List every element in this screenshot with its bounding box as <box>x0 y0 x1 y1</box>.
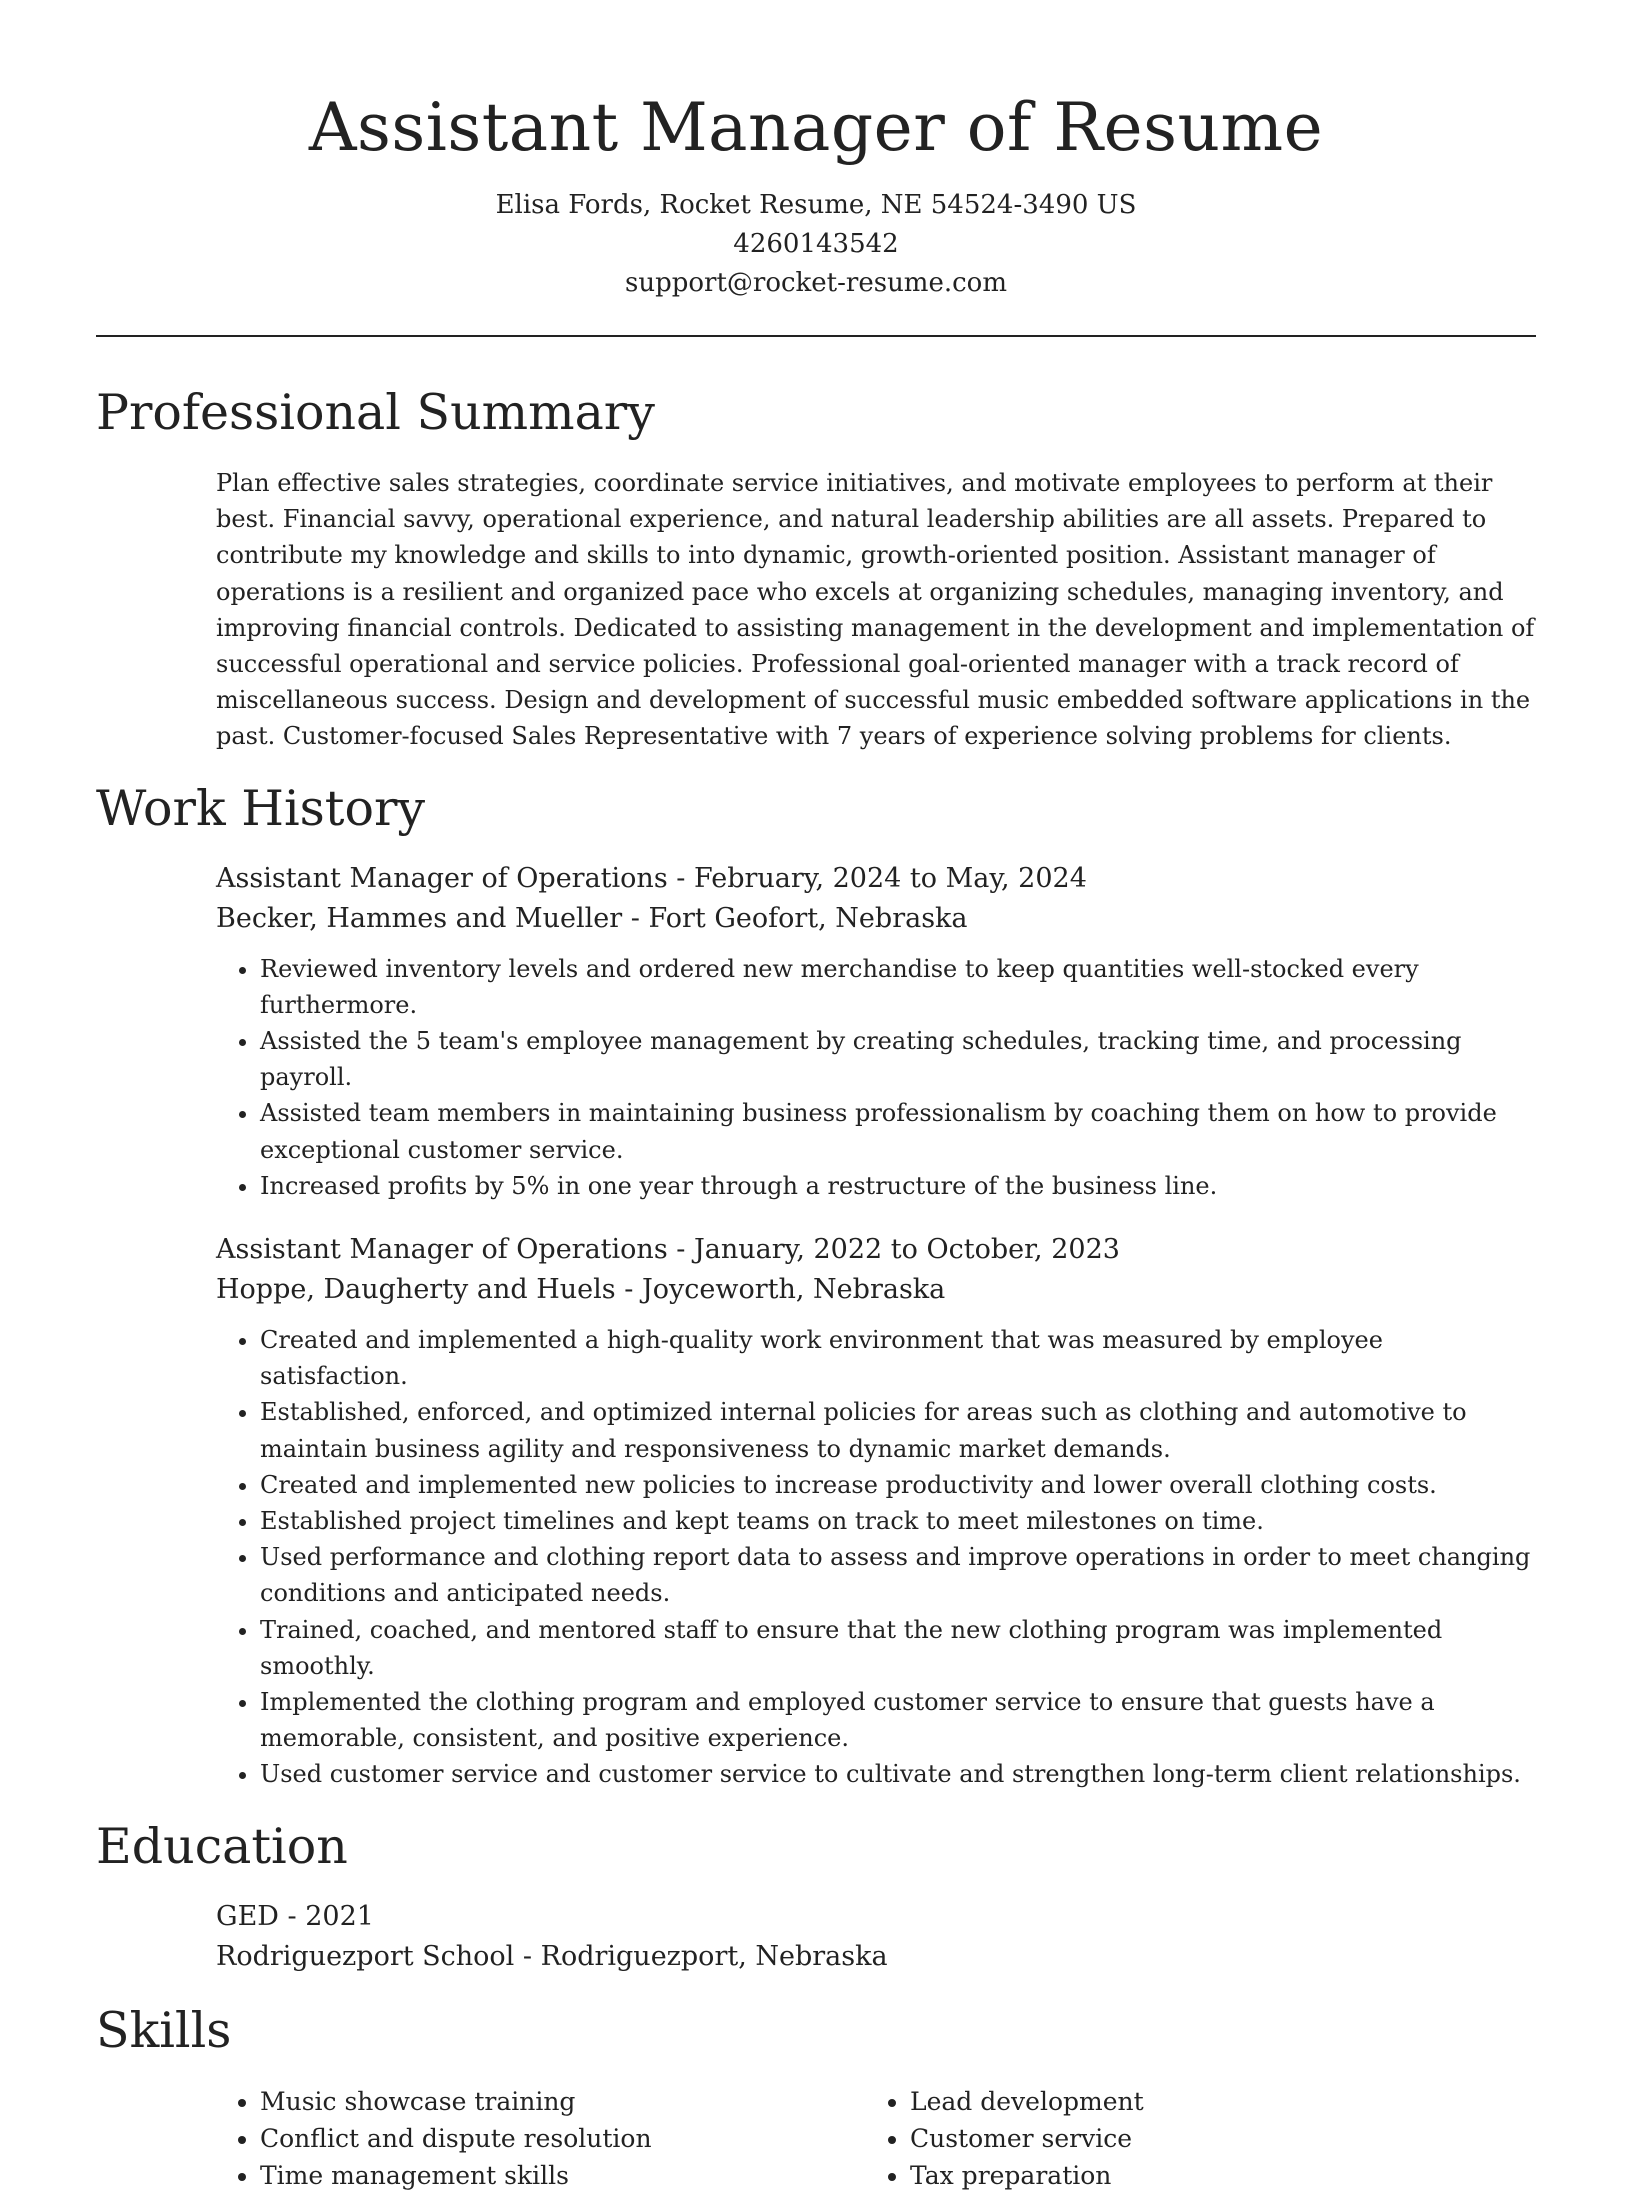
job-company: Hoppe, Daugherty and Huels <box>216 1274 616 1306</box>
job-spacer <box>216 1204 1536 1230</box>
job-company: Becker, Hammes and Mueller <box>216 902 623 934</box>
job-entry <box>216 1230 1536 1793</box>
contact-phone: 4260143542 <box>733 229 899 259</box>
job-dates: - February, 2024 to May, 2024 <box>667 862 1087 894</box>
job-title: Assistant Manager of Operations <box>216 1234 668 1266</box>
education-section <box>216 1897 1536 1977</box>
skill-item: • Tax preparation <box>910 2157 1516 2194</box>
job-company-line <box>216 1270 1536 1310</box>
skills-column-right <box>866 2083 1516 2194</box>
job-dates: - January, 2022 to October, 2023 <box>667 1234 1120 1266</box>
skills-section <box>216 2083 1536 2194</box>
job-title-line <box>216 859 1536 899</box>
header-divider <box>96 335 1536 337</box>
job-title-line <box>216 1230 1536 1270</box>
job-bullet: • Reviewed inventory levels and ordered new merchandise to keep quantities well-stocked every furthermore. <box>260 951 1536 1023</box>
job-bullet: • Trained, coached, and mentored staff to ensure that the new clothing program was implemented smoothly. <box>260 1612 1536 1684</box>
education-school: Rodriguezport School <box>216 1940 515 1972</box>
skill-item: • Time management skills <box>260 2157 866 2194</box>
education-heading: Education <box>96 1817 348 1875</box>
skills-list <box>216 2083 866 2194</box>
job-bullet: • Established project timelines and kept teams on track to meet milestones on time. <box>260 1503 1536 1539</box>
summary-text: Plan effective sales strategies, coordinate service initiatives, and motivate employees to perform at their best. Financial savvy, operational experience, and natural leadership abilities are all assets. Prepared to contribute my knowledge and skills to into dynamic, growth-oriented position. Assistant manager of operations is a resilient and organized pace who excels at organizing schedules, managing inventory, and improving financial controls. Dedicated to assisting management in the development and implementation of successful operational and service policies. Professional goal-oriented manager with a track record of miscellaneous success. Design and development of successful music embedded software applications in the past. Customer-focused Sales Representative with 7 years of experience solving problems for clients. <box>216 469 1535 751</box>
job-entry <box>216 859 1536 1204</box>
job-bullet: • Implemented the clothing program and employed customer service to ensure that guests have a memorable, consistent, and positive experience. <box>260 1684 1536 1756</box>
education-degree: GED <box>216 1900 279 1932</box>
contact-block <box>96 186 1536 303</box>
skill-item: • Conflict and dispute resolution <box>260 2120 866 2157</box>
job-location: - Joyceworth, Nebraska <box>615 1274 946 1306</box>
job-company-line <box>216 899 1536 939</box>
skill-item: • Music showcase training <box>260 2083 866 2120</box>
education-degree-line <box>216 1897 1536 1937</box>
contact-address: Elisa Fords, Rocket Resume, NE 54524-3490 US <box>495 190 1137 220</box>
job-bullet: • Used performance and clothing report data to assess and improve operations in order to meet changing conditions and anticipated needs. <box>260 1539 1536 1611</box>
job-bullet: • Created and implemented new policies to increase productivity and lower overall clothing costs. <box>260 1467 1536 1503</box>
skills-column-left <box>216 2083 866 2194</box>
work-history-heading: Work History <box>96 779 426 837</box>
education-location: - Rodriguezport, Nebraska <box>514 1940 888 1972</box>
education-year: - 2021 <box>278 1900 374 1932</box>
skills-list <box>866 2083 1516 2194</box>
job-location: - Fort Geofort, Nebraska <box>622 902 968 934</box>
job-bullet: • Used customer service and customer service to cultivate and strengthen long-term client relationships. <box>260 1756 1536 1792</box>
job-bullet: • Increased profits by 5% in one year through a restructure of the business line. <box>260 1168 1536 1204</box>
resume-title: Assistant Manager of Resume <box>308 89 1324 166</box>
skills-grid <box>216 2083 1536 2194</box>
job-bullet: • Assisted team members in maintaining business professionalism by coaching them on how to provide exceptional customer service. <box>260 1095 1536 1167</box>
summary-heading: Professional Summary <box>96 384 655 441</box>
job-bullet: • Created and implemented a high-quality work environment that was measured by employee satisfaction. <box>260 1322 1536 1394</box>
job-bullets <box>216 951 1536 1204</box>
job-bullet: • Assisted the 5 team's employee management by creating schedules, tracking time, and processing payroll. <box>260 1023 1536 1095</box>
contact-email: support@rocket-resume.com <box>624 268 1007 298</box>
skill-item: • Lead development <box>910 2083 1516 2120</box>
job-bullets <box>216 1322 1536 1793</box>
work-history-section <box>216 859 1536 1793</box>
skills-heading: Skills <box>96 2001 232 2059</box>
job-title: Assistant Manager of Operations <box>216 862 668 894</box>
skill-item: • Customer service <box>910 2120 1516 2157</box>
summary-section <box>216 465 1536 755</box>
job-bullet: • Established, enforced, and optimized internal policies for areas such as clothing and automotive to maintain business agility and responsiveness to dynamic market demands. <box>260 1394 1536 1466</box>
resume-header <box>96 0 1536 303</box>
education-school-line <box>216 1937 1536 1977</box>
